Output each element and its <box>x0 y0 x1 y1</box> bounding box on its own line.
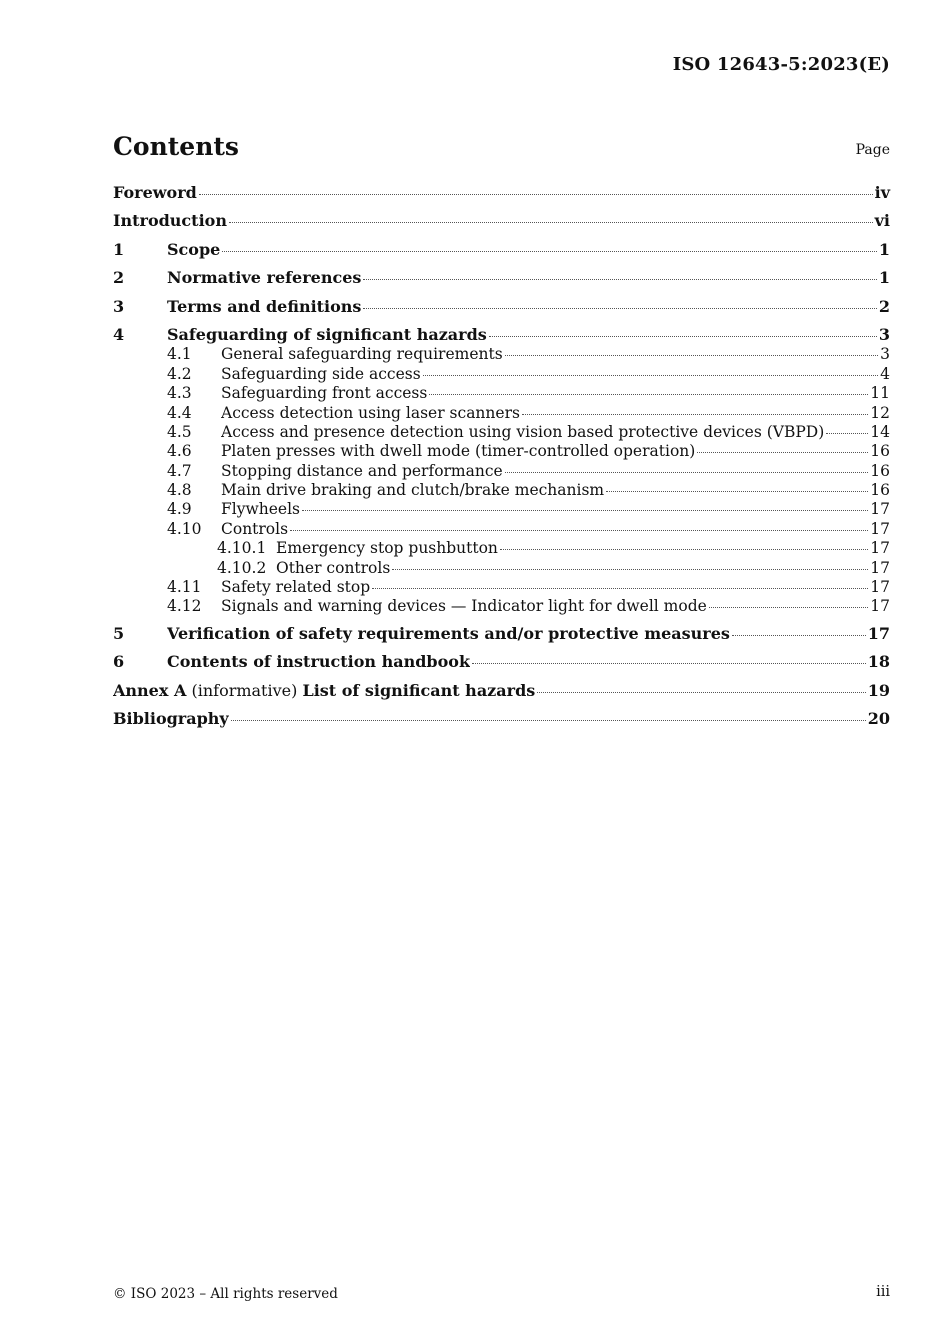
dot-leader <box>472 662 866 664</box>
toc-entry-page: 11 <box>870 384 890 403</box>
toc-entry-page: 17 <box>870 558 890 577</box>
dot-leader <box>826 432 868 434</box>
toc-entry-number: 4.10.1 <box>217 539 267 558</box>
toc-entry-label: Normative references <box>167 268 362 288</box>
document-id: ISO 12643-5:2023(E) <box>672 54 890 75</box>
toc-entry-number: 4.2 <box>167 364 192 383</box>
dot-leader <box>302 509 868 511</box>
dot-leader <box>505 354 878 356</box>
toc-entry[interactable] <box>113 559 890 578</box>
toc-entry-page: 17 <box>870 597 890 616</box>
toc-entry-page: 18 <box>867 652 890 672</box>
dot-leader <box>423 374 878 376</box>
toc-entry[interactable] <box>113 681 890 709</box>
toc-entry-page: 16 <box>870 461 890 480</box>
toc-entry[interactable] <box>113 404 890 423</box>
dot-leader <box>231 719 866 721</box>
page-column-label: Page <box>855 142 890 158</box>
toc-entry-number: 4.8 <box>167 481 192 500</box>
toc-entry-label: Bibliography <box>113 708 229 728</box>
dot-leader <box>392 568 868 570</box>
toc-entry-label: Emergency stop pushbutton <box>276 539 498 558</box>
toc-entry-page: 17 <box>870 578 890 597</box>
toc-entry[interactable] <box>113 500 890 519</box>
dot-leader <box>290 529 868 531</box>
toc-entry-page: 1 <box>878 239 890 259</box>
toc-entry[interactable] <box>113 520 890 539</box>
toc-entry-label: Signals and warning devices — Indicator light for dwell mode <box>221 597 707 616</box>
toc-entry[interactable] <box>113 597 890 616</box>
copyright-notice: © ISO 2023 – All rights reserved <box>113 1286 338 1302</box>
toc-entry[interactable] <box>113 183 890 211</box>
toc-entry-label: Platen presses with dwell mode (timer-controlled operation) <box>221 442 696 461</box>
dot-leader <box>363 278 876 280</box>
dot-leader <box>489 335 877 337</box>
toc-entry-number: 4.9 <box>167 500 192 519</box>
dot-leader <box>222 250 877 252</box>
toc-entry-number: 4.12 <box>167 597 202 616</box>
dot-leader <box>429 393 868 395</box>
toc-entry-label <box>113 681 535 700</box>
toc-entry-number: 4.3 <box>167 384 192 403</box>
toc-entry-label: Introduction <box>113 211 227 231</box>
toc-entry[interactable] <box>113 442 890 461</box>
dot-leader <box>522 413 868 415</box>
toc-entry-page: 19 <box>867 680 890 700</box>
table-of-contents <box>113 183 890 737</box>
toc-entry-number: 4.5 <box>167 422 192 441</box>
toc-entry-number: 4.11 <box>167 578 202 597</box>
toc-entry-page: vi <box>874 211 890 231</box>
toc-entry-number: 6 <box>113 652 125 672</box>
toc-entry-label: Safeguarding of significant hazards <box>167 324 487 344</box>
toc-entry-label: Safeguarding front access <box>221 384 428 403</box>
toc-entry-label: Access detection using laser scanners <box>221 403 520 422</box>
toc-entry[interactable] <box>113 211 890 239</box>
dot-leader <box>199 193 873 195</box>
toc-entry[interactable] <box>113 481 890 500</box>
toc-entry-label-part: (informative) <box>186 680 303 700</box>
toc-entry-page: 20 <box>867 708 890 728</box>
toc-entry-page: 2 <box>878 296 890 316</box>
toc-entry-page: 4 <box>880 364 890 383</box>
toc-entry-label-part: List of significant hazards <box>302 680 536 700</box>
toc-entry[interactable] <box>113 297 890 325</box>
toc-entry-label: Flywheels <box>221 500 300 519</box>
toc-entry-label: Stopping distance and performance <box>221 461 503 480</box>
toc-entry-number: 5 <box>113 623 125 643</box>
toc-entry[interactable] <box>113 652 890 680</box>
toc-entry-number: 4.10 <box>167 519 202 538</box>
toc-entry[interactable] <box>113 268 890 296</box>
toc-entry-label: General safeguarding requirements <box>221 345 503 364</box>
toc-entry[interactable] <box>113 365 890 384</box>
toc-entry-page: 1 <box>878 268 890 288</box>
toc-entry-label: Safeguarding side access <box>221 364 421 383</box>
toc-entry-page: 17 <box>870 539 890 558</box>
toc-entry-page: iv <box>874 183 890 202</box>
dot-leader <box>697 451 868 453</box>
toc-entry-label: Access and presence detection using vision based protective devices (VBPD) <box>221 422 825 441</box>
dot-leader <box>709 606 868 608</box>
toc-entry-label: Scope <box>167 239 221 259</box>
toc-entry-label: Terms and definitions <box>167 296 362 316</box>
toc-entry-number: 4.7 <box>167 461 192 480</box>
toc-entry-label: Controls <box>221 519 289 538</box>
toc-entry-number: 4.4 <box>167 403 192 422</box>
toc-entry-label: Main drive braking and clutch/brake mechanism <box>221 481 605 500</box>
dot-leader <box>363 307 876 309</box>
toc-entry[interactable] <box>113 709 890 737</box>
toc-entry-page: 3 <box>880 345 890 364</box>
toc-entry-number: 4.6 <box>167 442 192 461</box>
toc-entry-page: 12 <box>870 403 890 422</box>
toc-entry-page: 17 <box>870 519 890 538</box>
toc-entry-number: 2 <box>113 268 125 288</box>
page-number: iii <box>876 1284 890 1300</box>
toc-entry[interactable] <box>113 578 890 597</box>
toc-entry-page: 14 <box>870 422 890 441</box>
toc-entry[interactable] <box>113 624 890 652</box>
toc-entry-page: 17 <box>870 500 890 519</box>
dot-leader <box>537 691 865 693</box>
dot-leader <box>505 471 869 473</box>
toc-entry[interactable] <box>113 462 890 481</box>
page-title: Contents <box>113 132 240 161</box>
toc-entry[interactable] <box>113 240 890 268</box>
toc-entry-page: 16 <box>870 481 890 500</box>
dot-leader <box>732 634 866 636</box>
toc-entry-page: 3 <box>878 324 890 344</box>
toc-entry-number: 1 <box>113 239 125 259</box>
dot-leader <box>372 587 868 589</box>
toc-entry[interactable] <box>113 423 890 442</box>
toc-entry-number: 4.1 <box>167 345 192 364</box>
toc-entry-label: Other controls <box>276 558 391 577</box>
toc-entry-page: 16 <box>870 442 890 461</box>
toc-entry-number: 3 <box>113 296 125 316</box>
toc-entry-label: Foreword <box>113 183 197 202</box>
dot-leader <box>229 221 873 223</box>
toc-entry-number: 4 <box>113 324 125 344</box>
dot-leader <box>500 548 868 550</box>
toc-entry-label: Contents of instruction handbook <box>167 652 471 672</box>
toc-entry[interactable] <box>113 345 890 364</box>
toc-entry[interactable] <box>113 539 890 558</box>
toc-entry-page: 17 <box>867 623 890 643</box>
contents-title-row <box>113 132 890 166</box>
toc-entry-label: Safety related stop <box>221 578 371 597</box>
toc-entry[interactable] <box>113 384 890 403</box>
toc-entry-label-part: Annex A <box>113 680 187 700</box>
dot-leader <box>606 490 868 492</box>
toc-entry-number: 4.10.2 <box>217 558 267 577</box>
toc-entry-label: Verification of safety requirements and/or protective measures <box>167 623 730 643</box>
